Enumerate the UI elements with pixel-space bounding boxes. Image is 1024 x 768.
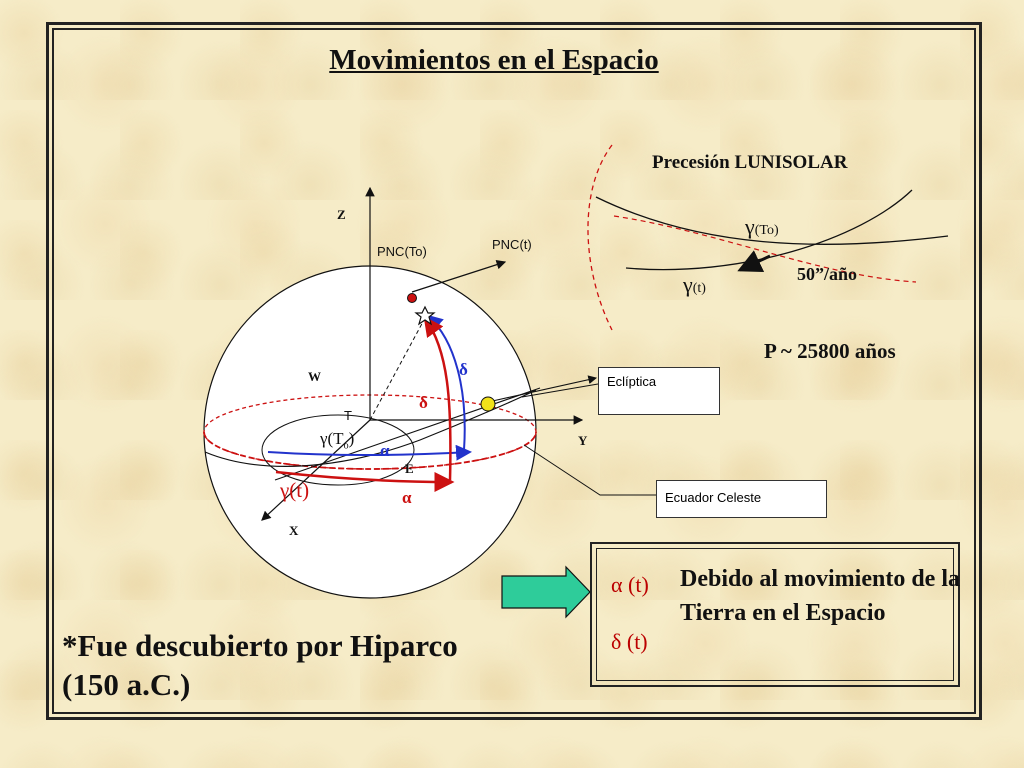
gamma-to-text: γ(T (320, 429, 344, 448)
gamma-t-precession (683, 272, 706, 298)
ecuador-label: Ecuador Celeste (665, 490, 762, 505)
alpha-blue-label: α (380, 441, 390, 460)
x-axis-label: X (289, 523, 299, 538)
footnote-line1: *Fue descubierto por Hiparco (62, 628, 458, 663)
z-axis-label: Z (337, 207, 346, 222)
sun-icon (481, 397, 495, 411)
e-label: E (405, 461, 414, 476)
gamma-t-label: γ(t) (280, 478, 310, 502)
gamma-to-precession-arg: (To) (754, 223, 779, 238)
info-delta-t: δ (t) (611, 629, 648, 654)
footnote (62, 626, 458, 704)
pnc-to-label: PNC(To) (377, 244, 427, 259)
ecuador-leader (524, 445, 656, 495)
precession-period: P ~ 25800 años (764, 339, 896, 363)
ecliptica-label: Eclíptica (607, 374, 657, 389)
alpha-red-label: α (402, 488, 412, 507)
green-arrow-icon (502, 567, 590, 617)
precession-red-dashed (588, 145, 612, 330)
t-label: T (344, 408, 352, 423)
ecuador-box (656, 480, 827, 518)
gamma-to-label (320, 429, 354, 451)
delta-blue-label: δ (459, 360, 468, 379)
footnote-line2: (150 a.C.) (62, 667, 191, 702)
y-axis-label: Y (578, 433, 588, 448)
info-text: Debido al movimiento de la Tierra en el Espacio (680, 566, 960, 626)
gamma-to-precession (745, 214, 779, 240)
precession-rate: 50”/año (797, 264, 858, 284)
gamma-to-close: ) (348, 429, 355, 448)
pnc-t-label: PNC(t) (492, 237, 532, 252)
ecliptica-box (598, 367, 720, 415)
precession-title: Precesión LUNISOLAR (652, 152, 848, 173)
gamma-to-precession-sym: γ (745, 214, 755, 239)
gamma-t-precession-arg: (t) (692, 281, 706, 296)
pole-dot (408, 294, 417, 303)
gamma-to-sub: o (343, 440, 349, 452)
info-alpha-t: α (t) (611, 572, 649, 597)
delta-red-label: δ (419, 393, 428, 412)
title-text: Movimientos en el Espacio (329, 44, 659, 76)
gamma-t-precession-sym: γ (683, 272, 693, 297)
w-label: W (308, 369, 321, 384)
